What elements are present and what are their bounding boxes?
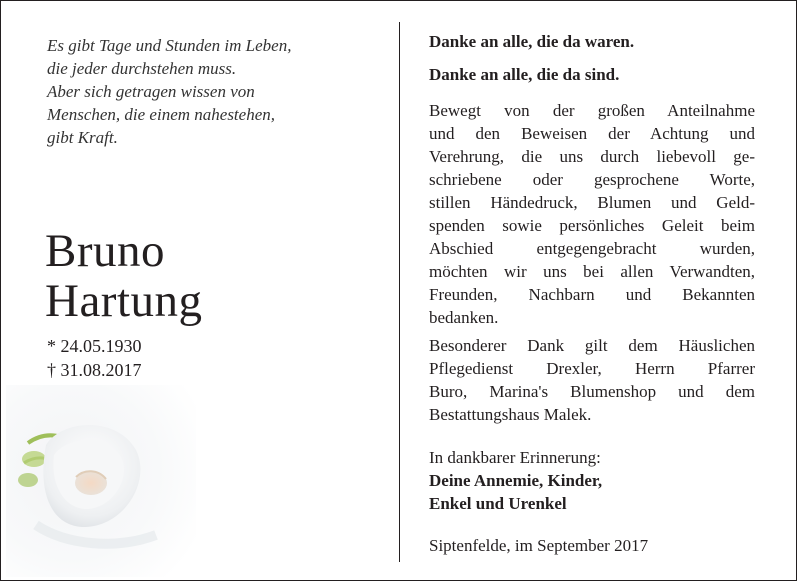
white-rose-icon — [6, 385, 196, 577]
text-line: schriebene oder gesprochene Worte, — [429, 170, 755, 189]
closing-intro: In dankbarer Erinnerung: — [429, 448, 601, 467]
poem-line: Aber sich getragen wissen von — [47, 82, 255, 101]
text-line: Verehrung, die uns durch liebevoll ge- — [429, 147, 755, 166]
thanks-heading-2: Danke an alle, die da sind. — [429, 65, 620, 84]
text-line: Bewegt von der großen Anteilnahme — [429, 101, 755, 120]
thanks-paragraph-2 — [429, 334, 755, 426]
column-divider — [399, 22, 400, 562]
poem-line: gibt Kraft. — [47, 128, 118, 147]
poem-line: die jeder durchstehen muss. — [47, 59, 237, 78]
text-line: spenden sowie persönliches Geleit beim — [429, 216, 755, 235]
text-line: Abschied entgegengebracht wurden, — [429, 239, 755, 258]
first-name: Bruno — [45, 225, 165, 277]
text-line: Buro, Marina's Blumenshop und dem — [429, 382, 755, 401]
text-line: Freunden, Nachbarn und Bekannten — [429, 285, 755, 304]
poem-line: Es gibt Tage und Stunden im Leben, — [47, 36, 292, 55]
place-date: Siptenfelde, im September 2017 — [429, 536, 649, 555]
poem — [47, 34, 377, 149]
poem-line: Menschen, die einem nahestehen, — [47, 105, 275, 124]
thanks-heading-1: Danke an alle, die da waren. — [429, 32, 635, 51]
text-line: Besonderer Dank gilt dem Häuslichen — [429, 336, 755, 355]
birth-date: * 24.05.1930 — [47, 336, 142, 356]
text-line: und den Beweisen der Achtung und — [429, 124, 755, 143]
thanks-paragraph-1 — [429, 99, 755, 329]
last-name: Hartung — [45, 275, 203, 327]
closing — [429, 446, 602, 515]
text-line: stillen Händedruck, Blumen und Geld- — [429, 193, 755, 212]
deceased-name — [45, 226, 203, 326]
signature-line: Enkel und Urenkel — [429, 494, 567, 513]
death-date: † 31.08.2017 — [47, 360, 142, 380]
text-line: Bestattungshaus Malek. — [429, 405, 592, 424]
text-line: möchten wir uns bei allen Verwandten, — [429, 262, 755, 281]
signature-line: Deine Annemie, Kinder, — [429, 471, 603, 490]
text-line: bedanken. — [429, 308, 499, 327]
text-line: Pflegedienst Drexler, Herrn Pfarrer — [429, 359, 755, 378]
life-dates — [47, 334, 142, 382]
